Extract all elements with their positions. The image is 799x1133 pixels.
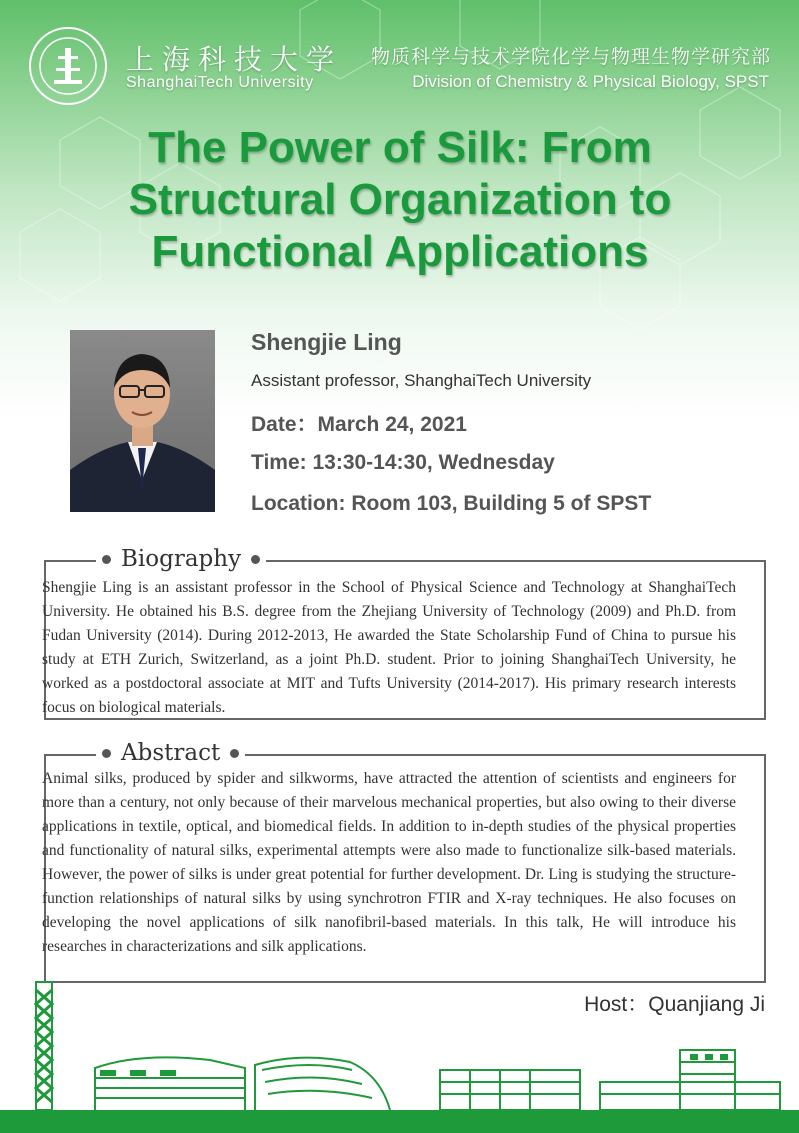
biography-text: Shengjie Ling is an assistant professor in the School of Physical Science and Technology at ShanghaiTech University. He obtained his B.S. degree from the Zhejiang University of Technology (2009) and Ph.D. from Fudan University (2014). During 2012-2013, He awarded the State Scholarship Fund of China to pursue his study at ETH Zurich, Switzerland, as a joint Ph.D. student. Prior to joining ShanghaiTech University, he worked as a postdoctoral associate at MIT and Tufts University (2014-2017). His primary research interests focus on biological materials.: [42, 579, 736, 716]
speaker-photo: [70, 330, 215, 512]
abstract-label: Abstract: [121, 740, 221, 766]
bullet-dot-icon: [251, 555, 260, 564]
bullet-dot-icon: [230, 749, 239, 758]
speaker-position: Assistant professor, ShanghaiTech University: [251, 371, 592, 390]
tower-icon: [36, 982, 52, 1110]
talk-location: Location: Room 103, Building 5 of SPST: [251, 492, 652, 515]
speaker-name: Shengjie Ling: [251, 329, 402, 355]
campus-buildings-illustration: [0, 960, 799, 1133]
university-name-cn: 上海科技大学: [126, 43, 343, 76]
biography-header: [96, 546, 266, 572]
talk-date: Date：March 24, 2021: [251, 413, 467, 436]
university-logo: [28, 26, 108, 106]
division-name-en: Division of Chemistry & Physical Biology, SPST: [412, 72, 769, 91]
talk-time: Time: 13:30-14:30, Wednesday: [251, 451, 555, 474]
host-name: Host：Quanjiang Ji: [584, 993, 765, 1016]
speaker-portrait-image: [70, 330, 215, 512]
biography-label: Biography: [121, 546, 242, 572]
division-name-cn: 物质科学与技术学院化学与物理生物学研究部: [370, 47, 771, 68]
abstract-text: Animal silks, produced by spider and silkworms, have attracted the attention of scientists and engineers for more than a century, not only because of their marvelous mechanical properties, but also owing to their diverse applications in textile, optical, and biomedical fields. In addition to in-depth studies of the physical properties and functionality of natural silks, experimental attempts were also made to functionalize silk-based materials. However, the power of silks is under great potential for further development. Dr. Ling is studying the structure-function relationships of natural silks by using synchrotron FTIR and X-ray techniques. He also focuses on developing the novel applications of silk nanofibril-based materials. In this talk, He will introduce his researches in characterizations and silk applications.: [42, 770, 736, 955]
university-name-en: ShanghaiTech University: [126, 74, 314, 91]
talk-title: The Power of Silk: From Structural Organization to Functional Applications: [128, 123, 672, 276]
abstract-header: [96, 740, 245, 766]
bullet-dot-icon: [102, 555, 111, 564]
bullet-dot-icon: [102, 749, 111, 758]
